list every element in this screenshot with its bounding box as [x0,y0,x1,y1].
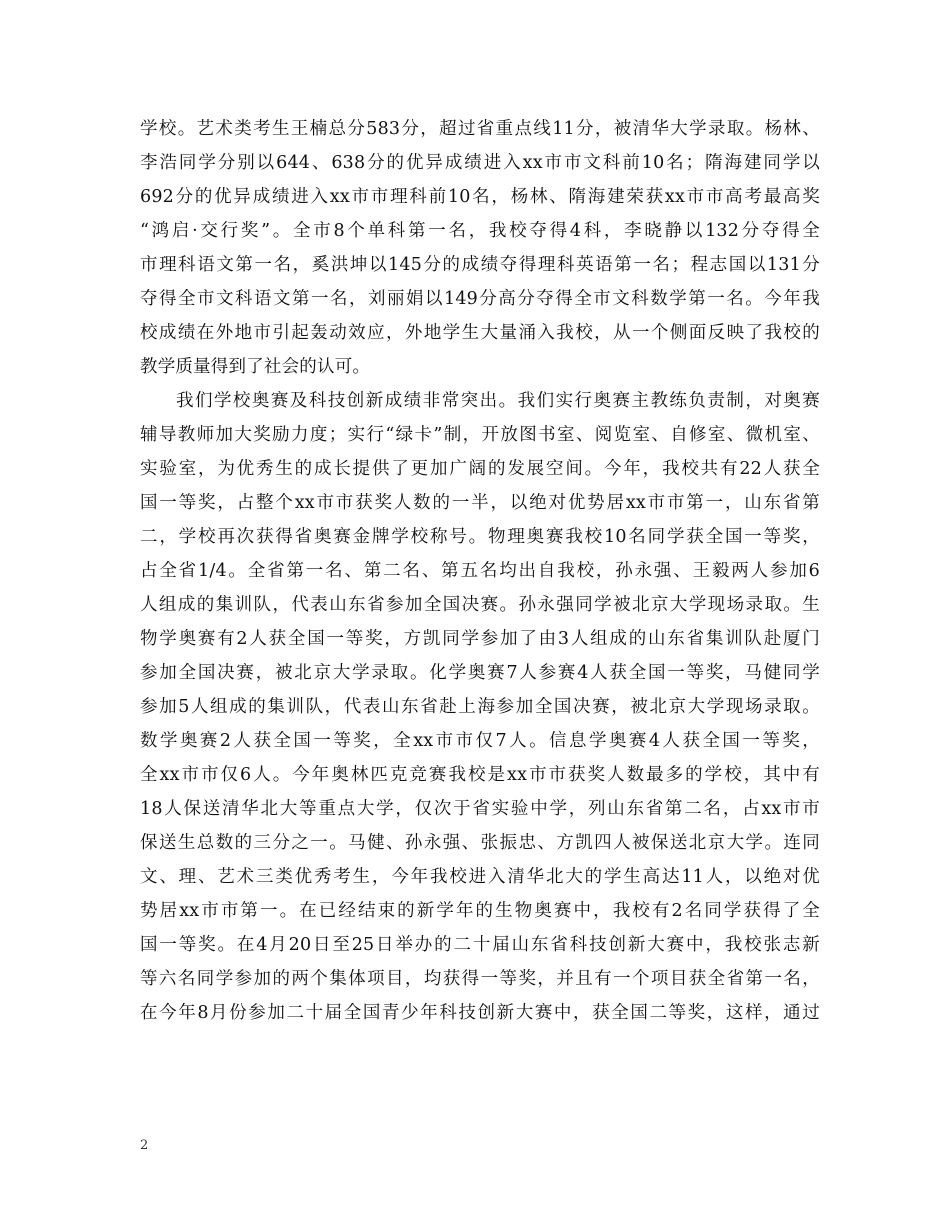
text-line: 文、理、艺术三类优秀考生，今年我校进入清华北大的学生高达11人，以绝对优 [140,867,820,887]
text-line: 等六名同学参加的两个集体项目，均获得一等奖，并且有一个项目获全省第一名， [140,969,820,989]
text-line: 二，学校再次获得省奥赛金牌学校称号。物理奥赛我校10名同学获全国一等奖， [140,527,820,547]
text-line: 占全省1/4。全省第一名、第二名、第五名均出自我校，孙永强、王毅两人参加6 [140,561,820,581]
text-line: 国一等奖，占整个xx市市获奖人数的一半，以绝对优势居xx市市第一，山东省第 [140,493,820,513]
text-line: 市理科语文第一名，奚洪坤以145分的成绩夺得理科英语第一名；程志国以131分 [140,255,820,275]
text-line: 势居xx市市第一。在已经结束的新学年的生物奥赛中，我校有2名同学获得了全 [140,901,820,921]
paragraph-1 [140,112,820,384]
text-line: 实验室，为优秀生的成长提供了更加广阔的发展空间。今年，我校共有22人获全 [140,459,820,479]
text-line: 学校。艺术类考生王楠总分583分，超过省重点线11分，被清华大学录取。杨林、 [140,119,820,139]
text-line: 在今年8月份参加二十届全国青少年科技创新大赛中，获全国二等奖，这样，通过 [140,1003,820,1023]
text-line: 保送生总数的三分之一。马健、孙永强、张振忠、方凯四人被保送北京大学。连同 [140,833,820,853]
text-line: 数学奥赛2人获全国一等奖，全xx市市仅7人。信息学奥赛4人获全国一等奖， [140,731,820,751]
text-line: 692分的优异成绩进入xx市市理科前10名，杨林、隋海建荣获xx市市高考最高奖 [140,187,820,207]
text-line: 夺得全市文科语文第一名，刘丽娟以149分高分夺得全市文科数学第一名。今年我 [140,289,820,309]
text-line: 参加全国决赛，被北京大学录取。化学奥赛7人参赛4人获全国一等奖，马健同学 [140,663,820,683]
body-text [140,112,820,1030]
text-line: 校成绩在外地市引起轰动效应，外地学生大量涌入我校，从一个侧面反映了我校的 [140,323,820,343]
text-line: 国一等奖。在4月20日至25日举办的二十届山东省科技创新大赛中，我校张志新 [140,935,820,955]
page-number: 2 [140,1138,149,1153]
text-line: 教学质量得到了社会的认可。 [140,357,371,377]
text-line: 参加5人组成的集训队，代表山东省赴上海参加全国决赛，被北京大学现场录取。 [140,697,820,717]
text-line: 我们学校奥赛及科技创新成绩非常突出。我们实行奥赛主教练负责制，对奥赛 [176,391,820,411]
paragraph-2 [140,384,820,1030]
text-line: 18人保送清华北大等重点大学，仅次于省实验中学，列山东省第二名，占xx市市 [140,799,820,819]
text-line: 辅导教师加大奖励力度；实行“绿卡”制，开放图书室、阅览室、自修室、微机室、 [140,425,820,445]
text-line: 全xx市市仅6人。今年奥林匹克竞赛我校是xx市市获奖人数最多的学校，其中有 [140,765,820,785]
text-line: “鸿启·交行奖”。全市8个单科第一名，我校夺得4科，李晓静以132分夺得全 [140,221,820,241]
text-line: 物学奥赛有2人获全国一等奖，方凯同学参加了由3人组成的山东省集训队赴厦门 [140,629,820,649]
text-line: 人组成的集训队，代表山东省参加全国决赛。孙永强同学被北京大学现场录取。生 [140,595,820,615]
text-line: 李浩同学分别以644、638分的优异成绩进入xx市市文科前10名；隋海建同学以 [140,153,820,173]
